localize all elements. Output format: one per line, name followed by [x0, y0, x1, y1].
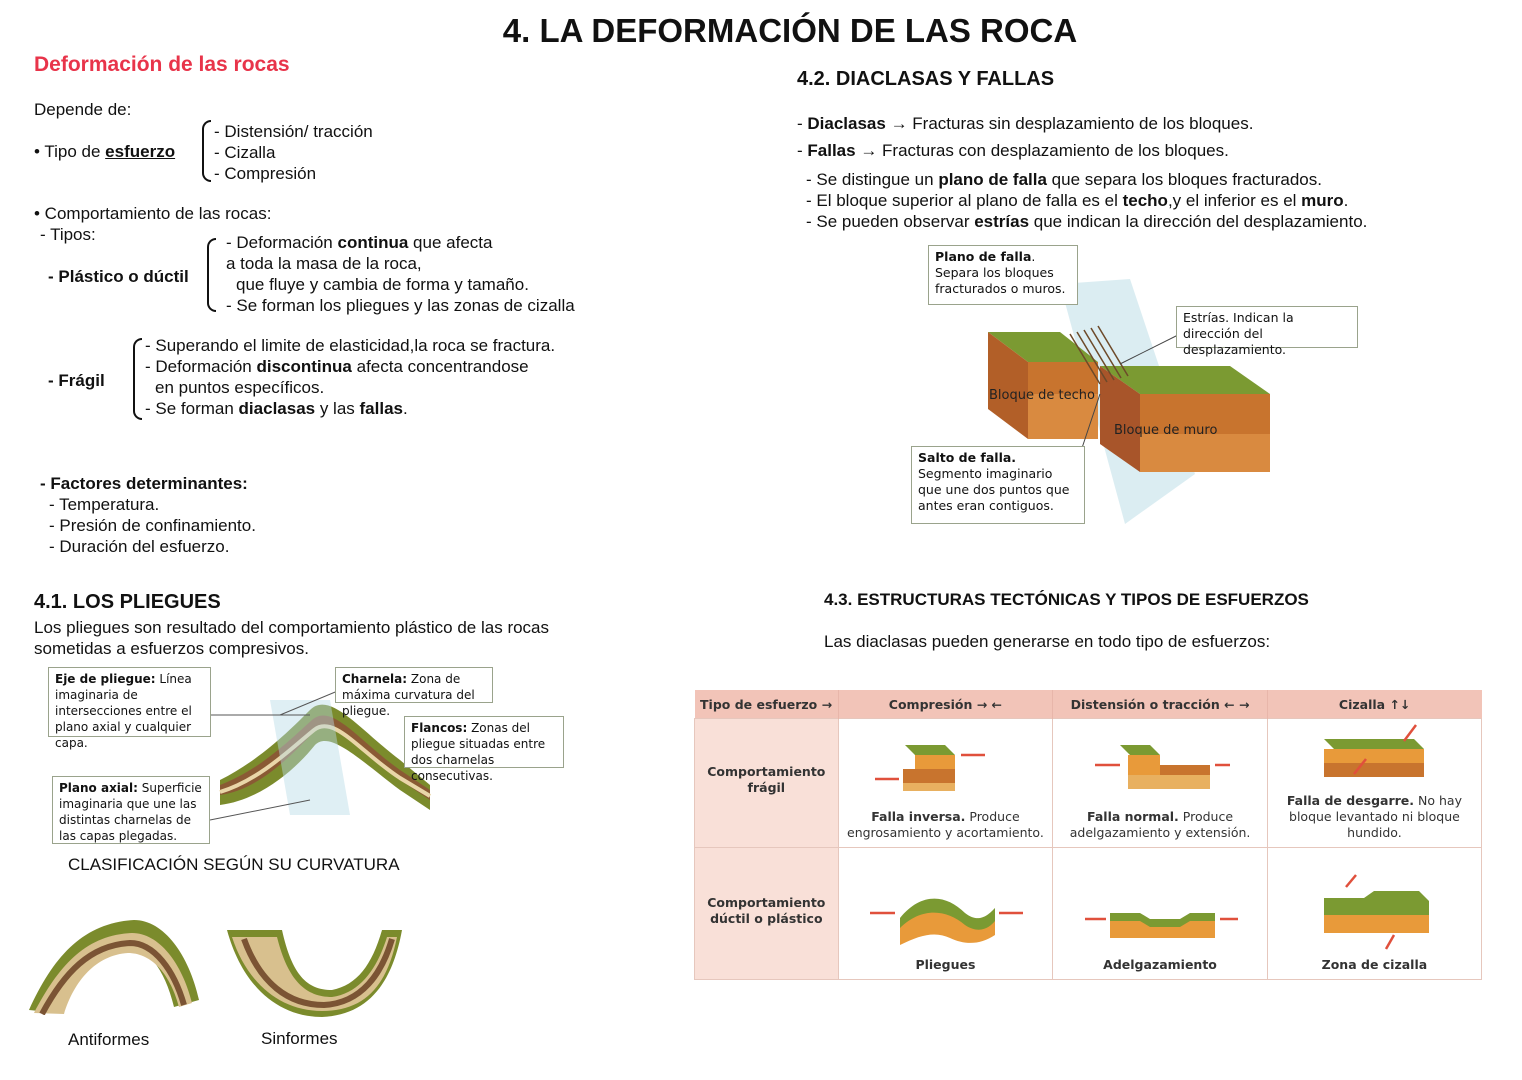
page-title: 4. LA DEFORMACIÓN DE LAS ROCA	[502, 12, 1078, 49]
list-item: - Distensión/ tracción	[214, 122, 373, 141]
table-cell: Pliegues	[838, 848, 1053, 980]
callout-plano-axial: Plano axial: Superficie imaginaria que une las distintas charnelas de las capas plegadas.	[52, 776, 210, 844]
section-heading-estructuras: 4.3. ESTRUCTURAS TECTÓNICAS Y TIPOS DE ESFUERZOS	[824, 590, 1309, 609]
plastico-desc: - Deformación continua que afecta a toda la masa de la roca, que fluye y cambia de forma y tamaño. - Se forman los pliegues y las zonas de cizalla	[226, 233, 575, 315]
list-item: - Duración del esfuerzo.	[49, 537, 230, 556]
col-header: Distensión o tracción ← →	[1053, 690, 1268, 719]
brace	[133, 338, 142, 420]
factores-title: - Factores determinantes:	[40, 474, 248, 493]
table-cell: Adelgazamiento	[1053, 848, 1268, 980]
table-cell: Zona de cizalla	[1267, 848, 1481, 980]
brace	[202, 120, 211, 182]
antiformes-label: Antiformes	[68, 1030, 150, 1049]
section-heading-deformacion: Deformación de las rocas	[34, 53, 290, 76]
col-header: Tipo de esfuerzo →	[695, 690, 839, 719]
list-item: - Cizalla	[214, 143, 276, 162]
falla-inversa-icon	[875, 735, 1015, 805]
callout-plano-falla: Plano de falla. Separa los bloques fracturados o muros.	[928, 245, 1078, 305]
diaclasas-text: - Diaclasas → Fracturas sin desplazamiento de los bloques. - Fallas → Fracturas con desplazamiento de los bloques.	[797, 114, 1254, 160]
pliegues-text: Los pliegues son resultado del comportamiento plástico de las rocas sometidas a esfuerzos compresivos.	[34, 618, 550, 658]
plastico-label: - Plástico o dúctil	[48, 267, 189, 286]
table-cell: Falla normal. Produce adelgazamiento y extensión.	[1053, 719, 1268, 848]
table-cell: Falla inversa. Produce engrosamiento y acortamiento.	[838, 719, 1053, 848]
row-header: Comportamiento frágil	[695, 719, 839, 848]
fragil-label: - Frágil	[48, 371, 105, 390]
row-header: Comportamiento dúctil o plástico	[695, 848, 839, 980]
tipos-label: - Tipos:	[40, 225, 96, 244]
esfuerzo-list	[214, 121, 373, 184]
factores-list	[49, 494, 256, 557]
col-header: Compresión → ←	[838, 690, 1053, 719]
muro-label: Bloque de muro	[1114, 423, 1218, 438]
callout-eje: Eje de pliegue: Línea imaginaria de intersecciones entre el plano axial y cualquier capa.	[48, 667, 211, 737]
fragil-desc: - Superando el limite de elasticidad,la roca se fractura. - Deformación discontinua afecta concentrandose en puntos específicos. - Se forman diaclasas y las fallas.	[145, 336, 556, 418]
antiforme-image	[24, 915, 204, 1015]
sinforme-image	[222, 925, 407, 1020]
brace	[207, 238, 216, 312]
comportamiento-label: • Comportamiento de las rocas:	[34, 204, 272, 223]
techo-label: Bloque de techo	[989, 388, 1095, 403]
list-item: - Presión de confinamiento.	[49, 516, 256, 535]
clasificacion-title: CLASIFICACIÓN SEGÚN SU CURVATURA	[68, 855, 400, 874]
falla-normal-icon	[1090, 735, 1230, 805]
tipo-esfuerzo-label: • Tipo de esfuerzo	[34, 142, 176, 161]
adelgazamiento-icon	[1080, 883, 1240, 953]
zona-cizalla-icon	[1294, 873, 1454, 953]
callout-salto: Salto de falla. Segmento imaginario que une dos puntos que antes eran contiguos.	[911, 446, 1085, 524]
falla-details: - Se distingue un plano de falla que separa los bloques fracturados. - El bloque superior al plano de falla es el techo,y el inferior es el muro. - Se pueden observar estrías que indican la dirección del desplazamiento.	[806, 170, 1368, 231]
list-item: - Compresión	[214, 164, 317, 183]
falla-desgarre-icon	[1304, 719, 1444, 789]
depende-label: Depende de:	[34, 100, 132, 119]
section-heading-pliegues: 4.1. LOS PLIEGUES	[34, 591, 221, 613]
callout-charnela: Charnela: Zona de máxima curvatura del pliegue.	[335, 667, 493, 703]
estructuras-text: Las diaclasas pueden generarse en todo tipo de esfuerzos:	[824, 632, 1271, 651]
col-header: Cizalla ↑↓	[1267, 690, 1481, 719]
list-item: - Temperatura.	[49, 495, 160, 514]
callout-flancos: Flancos: Zonas del pliegue situadas entre dos charnelas consecutivas.	[404, 716, 564, 768]
sinformes-label: Sinformes	[261, 1029, 338, 1048]
esfuerzos-table	[694, 690, 1482, 980]
table-cell: Falla de desgarre. No hay bloque levantado ni bloque hundido.	[1267, 719, 1481, 848]
section-heading-diaclasas: 4.2. DIACLASAS Y FALLAS	[797, 68, 1055, 90]
callout-estrias: Estrías. Indican la dirección del desplazamiento.	[1176, 306, 1358, 348]
pliegues-icon	[865, 883, 1025, 953]
